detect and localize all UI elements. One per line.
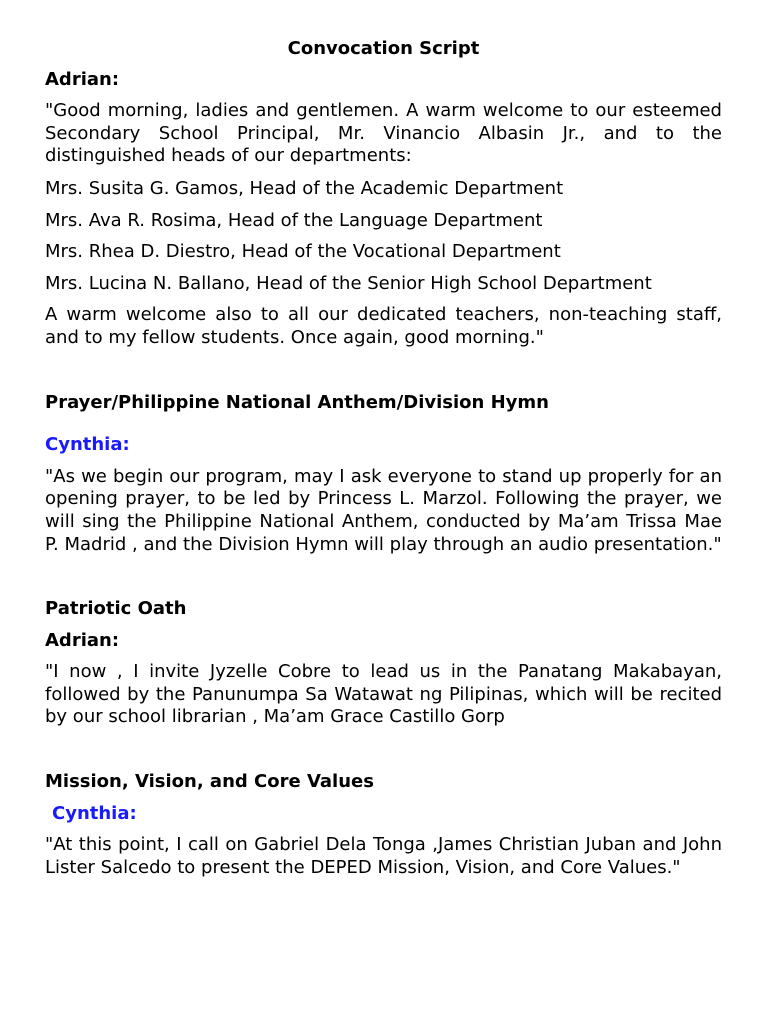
speaker-cynthia-2: Cynthia: <box>52 802 137 824</box>
speaker-adrian-1: Adrian: <box>45 68 120 90</box>
heading-prayer-anthem-hymn: Prayer/Philippine National Anthem/Division Hymn <box>45 391 549 413</box>
speaker-cynthia-1: Cynthia: <box>45 434 130 456</box>
mission-vision-text: "At this point, I call on Gabriel Dela Tonga ,James Christian Juban and John Lister Salcedo to present the DEPED Mission, Vision, and Core Values." <box>45 834 722 878</box>
department-head-3: Mrs. Rhea D. Diestro, Head of the Vocational Department <box>45 241 561 263</box>
department-head-1: Mrs. Susita G. Gamos, Head of the Academic Department <box>45 177 564 199</box>
welcome-closing: A warm welcome also to all our dedicated teachers, non-teaching staff, and to my fellow students. Once again, good morning." <box>45 304 722 348</box>
department-head-4: Mrs. Lucina N. Ballano, Head of the Senior High School Department <box>45 272 652 294</box>
document-page <box>45 38 722 879</box>
heading-patriotic-oath: Patriotic Oath <box>45 598 187 620</box>
heading-mission-vision: Mission, Vision, and Core Values <box>45 771 374 793</box>
patriotic-oath-text: "I now , I invite Jyzelle Cobre to lead us in the Panatang Makabayan, followed by the Panunumpa Sa Watawat ng Pilipinas, which will be recited by our school librarian , Ma’am Grace Castillo Gorp <box>45 661 722 728</box>
department-head-2: Mrs. Ava R. Rosima, Head of the Language Department <box>45 209 543 231</box>
document-title: Convocation Script <box>287 38 480 59</box>
welcome-intro: "Good morning, ladies and gentlemen. A warm welcome to our esteemed Secondary School Principal, Mr. Vinancio Albasin Jr., and to the distinguished heads of our departments: <box>45 100 722 167</box>
prayer-text: "As we begin our program, may I ask everyone to stand up properly for an opening prayer, to be led by Princess L. Marzol. Following the prayer, we will sing the Philippine National Anthem, conducted by Ma’am Trissa Mae P. Madrid , and the Division Hymn will play through an audio presentation." <box>45 465 722 555</box>
speaker-adrian-2: Adrian: <box>45 629 120 651</box>
